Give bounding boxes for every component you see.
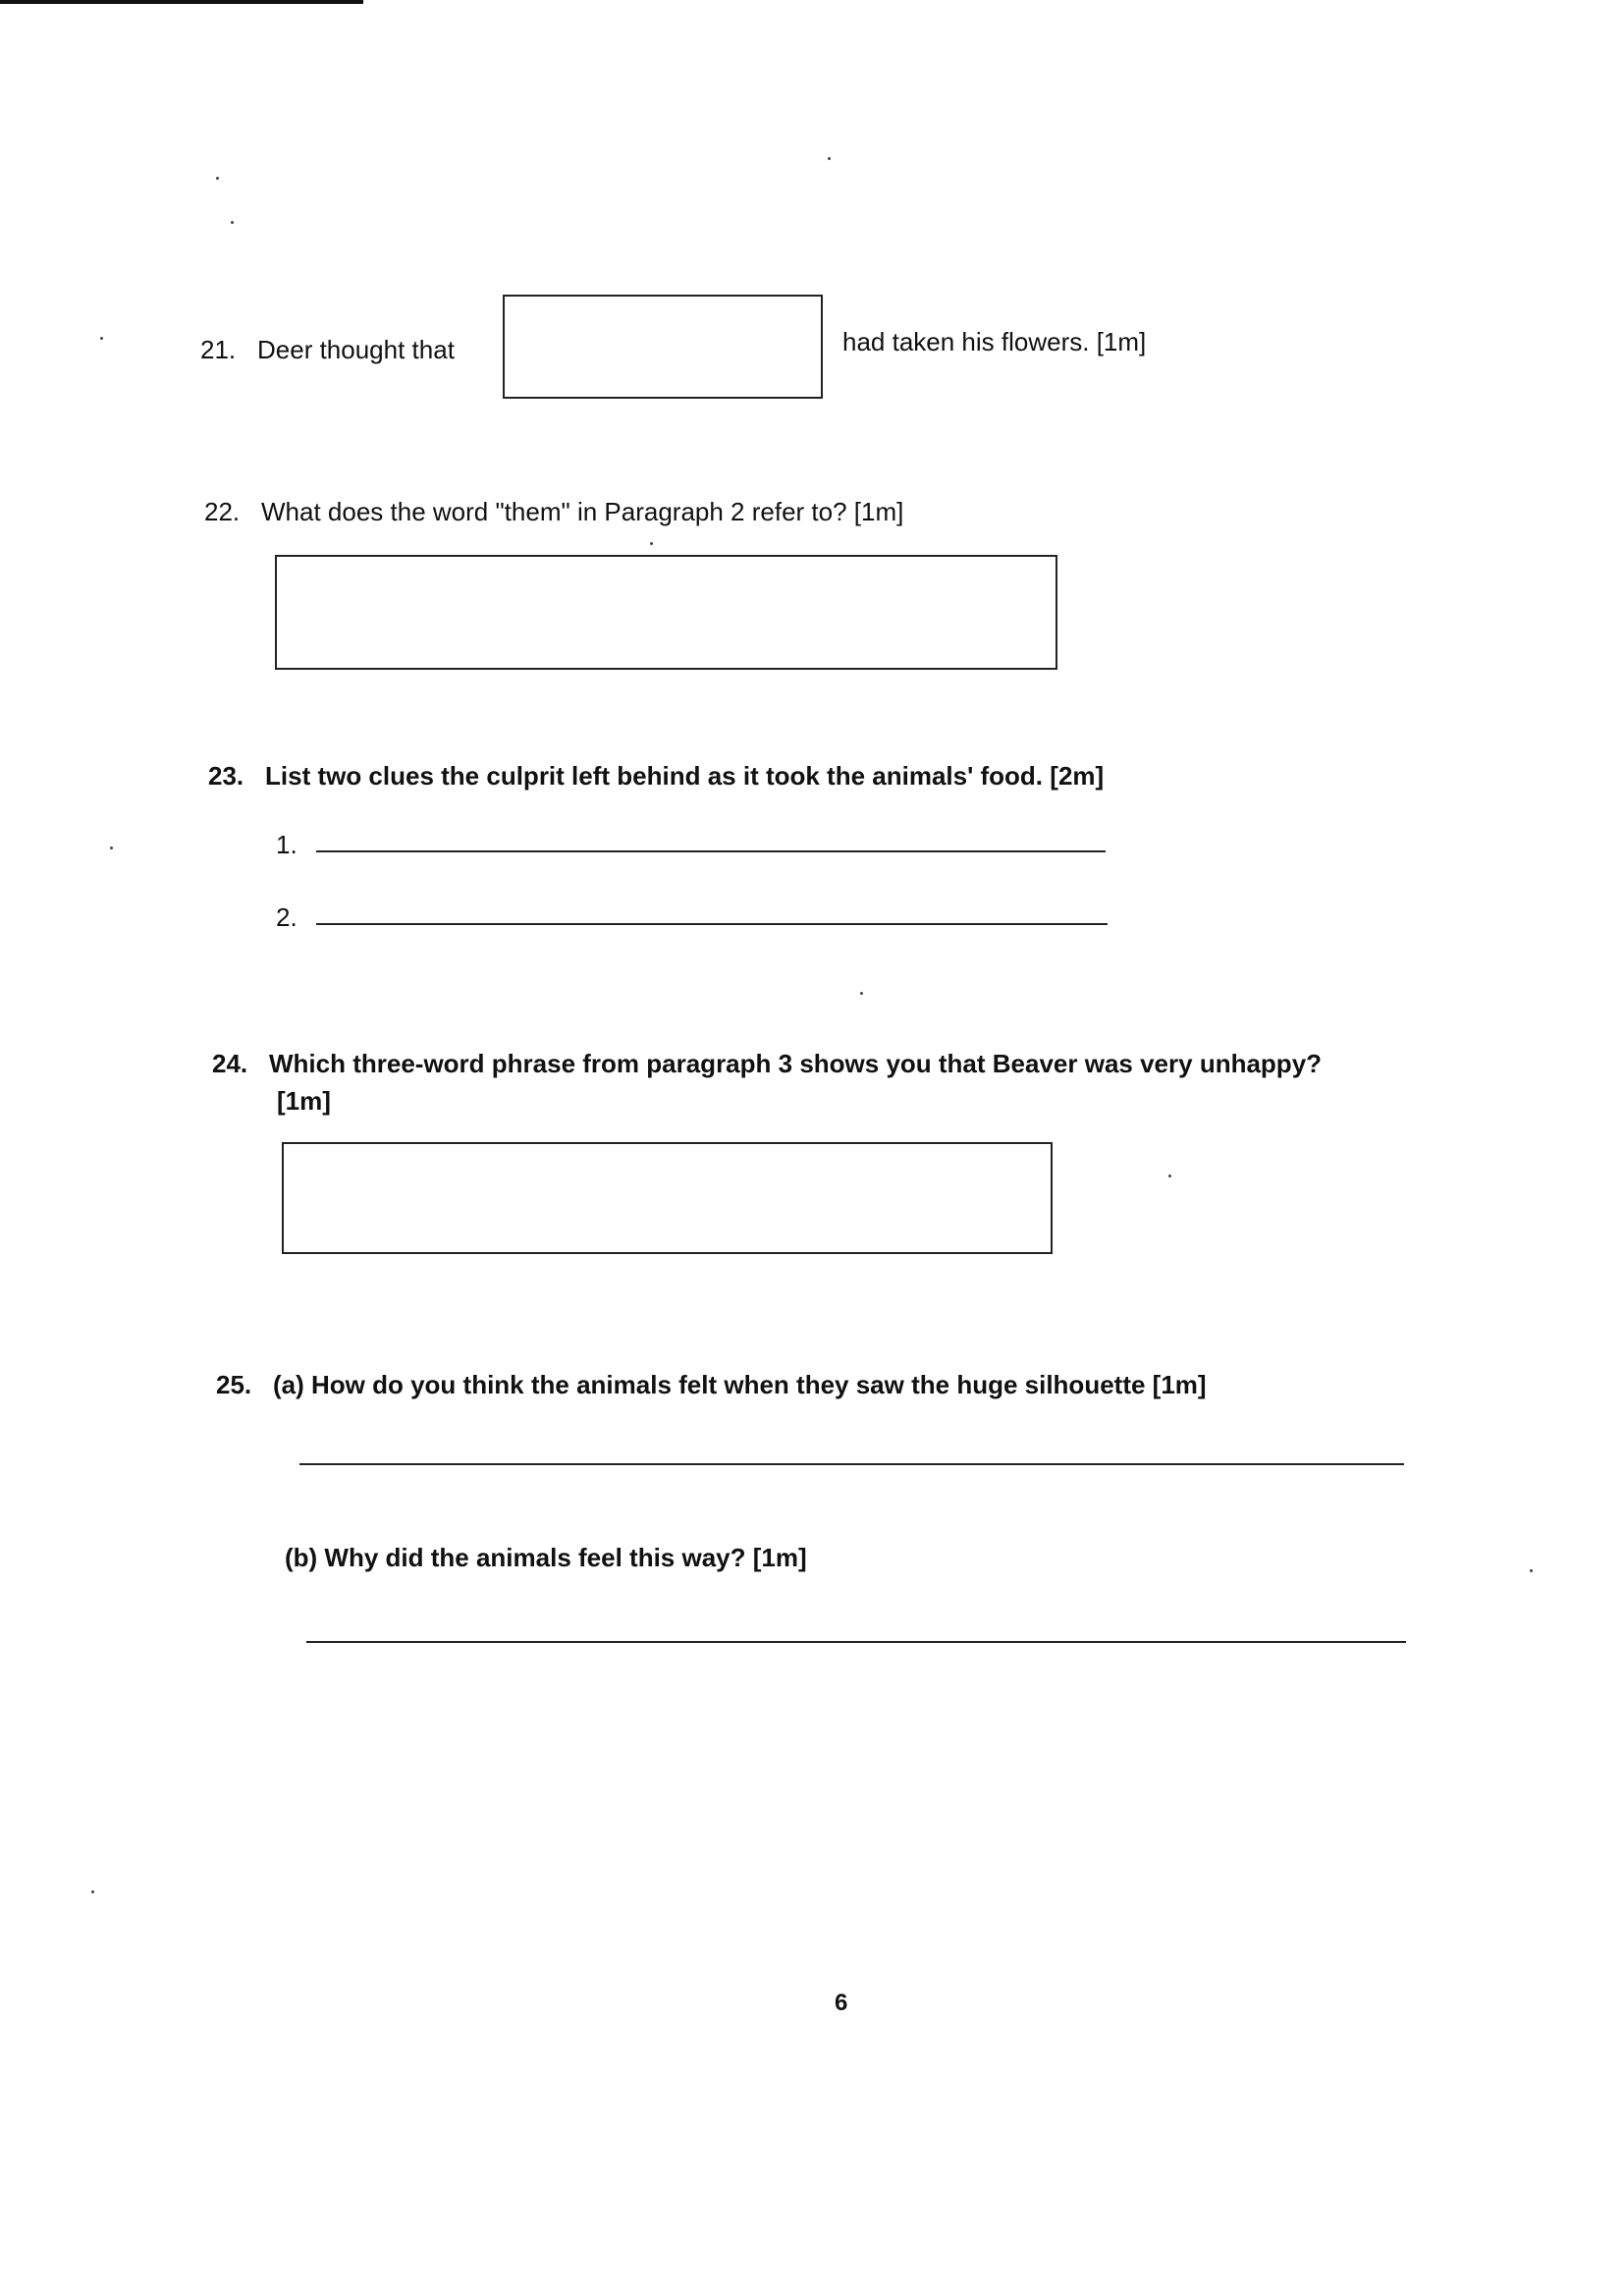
answer-box-22[interactable] bbox=[275, 555, 1057, 670]
answer-line-label-1: 1. bbox=[276, 830, 298, 859]
question-marks: [1m] bbox=[853, 497, 904, 526]
answer-line-25b[interactable] bbox=[306, 1641, 1406, 1643]
page-number: 6 bbox=[835, 1990, 848, 2016]
question-21 bbox=[200, 334, 455, 365]
question-24 bbox=[212, 1045, 1420, 1120]
answer-box-24[interactable] bbox=[282, 1142, 1053, 1254]
question-text-after: had taken his flowers. bbox=[842, 327, 1090, 356]
scan-speck bbox=[91, 1890, 94, 1893]
answer-line-23-2[interactable] bbox=[316, 923, 1108, 925]
top-edge-rule bbox=[0, 0, 363, 4]
question-marks: [1m] bbox=[1096, 327, 1147, 356]
scan-speck bbox=[1530, 1569, 1533, 1572]
question-number: 22. bbox=[204, 497, 241, 526]
question-marks: [1m] bbox=[277, 1086, 331, 1116]
answer-line-25a[interactable] bbox=[299, 1463, 1404, 1465]
question-21-continued bbox=[842, 326, 1146, 357]
question-text: List two clues the culprit left behind as it took the animals' food. bbox=[265, 761, 1044, 791]
question-marks: [1m] bbox=[1152, 1370, 1207, 1399]
scan-speck bbox=[216, 177, 219, 180]
question-text: What does the word "them" in Paragraph 2 refer to? bbox=[261, 497, 847, 526]
scan-speck bbox=[650, 542, 653, 545]
question-text: (b) Why did the animals feel this way? bbox=[285, 1543, 746, 1572]
question-22 bbox=[204, 496, 903, 527]
scan-speck bbox=[860, 992, 863, 995]
scan-speck bbox=[231, 221, 234, 224]
scan-speck bbox=[110, 847, 113, 849]
scan-speck bbox=[828, 157, 831, 160]
answer-line-23-1[interactable] bbox=[316, 850, 1106, 852]
scan-speck bbox=[1168, 1175, 1171, 1177]
scan-speck bbox=[100, 337, 103, 340]
question-text-before: Deer thought that bbox=[257, 335, 455, 364]
question-25-part-a bbox=[216, 1369, 1207, 1400]
answer-box-21[interactable] bbox=[503, 295, 823, 399]
question-23 bbox=[208, 760, 1104, 792]
question-marks: [2m] bbox=[1050, 761, 1105, 791]
answer-line-label-2: 2. bbox=[276, 902, 298, 932]
question-25-part-b bbox=[285, 1542, 807, 1573]
question-marks: [1m] bbox=[752, 1543, 807, 1572]
question-text: (a) How do you think the animals felt when they saw the huge silhouette bbox=[273, 1370, 1146, 1399]
question-number: 23. bbox=[208, 761, 244, 791]
question-number: 24. bbox=[212, 1049, 248, 1078]
question-number: 25. bbox=[216, 1370, 252, 1399]
question-number: 21. bbox=[200, 335, 237, 364]
question-text: Which three-word phrase from paragraph 3 shows you that Beaver was very unhappy? bbox=[269, 1049, 1323, 1078]
